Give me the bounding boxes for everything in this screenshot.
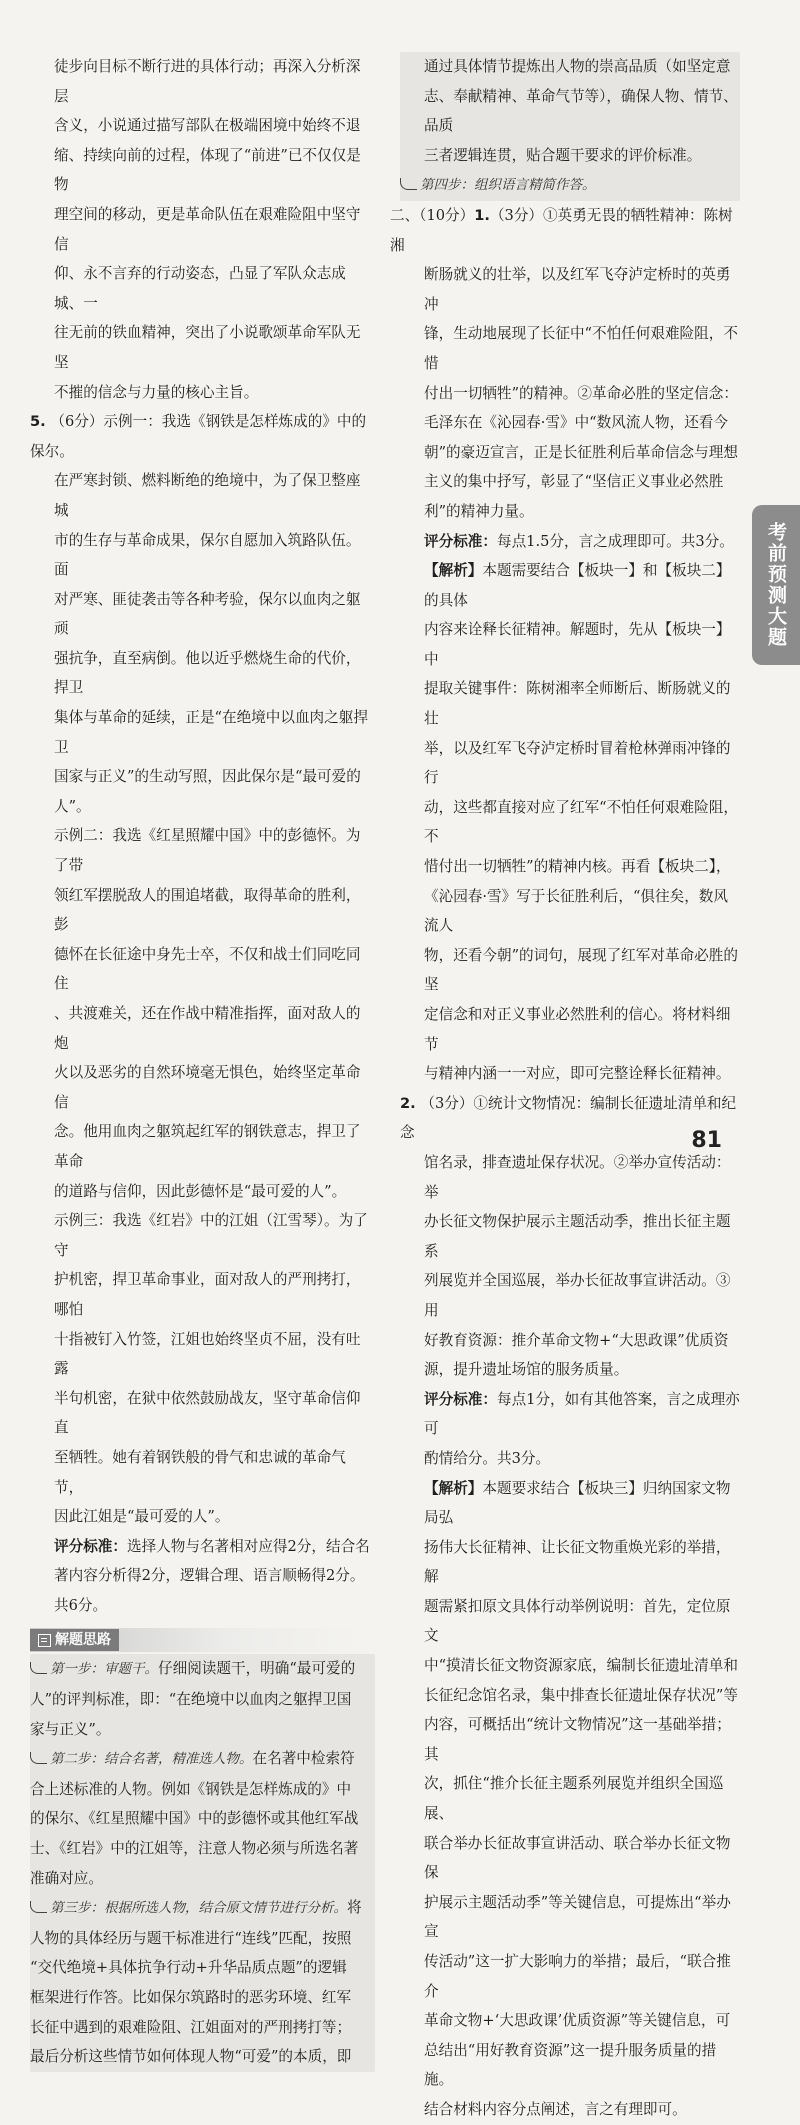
page-number: 81 <box>691 1128 722 1153</box>
text-line: 馆名录，排查遗址保存状况。②举办宣传活动：举 <box>424 1153 731 1201</box>
text-line: 示例二：我选《红星照耀中国》中的彭德怀。为了带 <box>54 827 361 875</box>
text-line: 含义，小说通过描写部队在极端困境中始终不退 <box>54 117 361 135</box>
text-line: 缩、持续向前的过程，体现了“前进”已不仅仅是物 <box>54 146 361 194</box>
text-line: 内容来诠释长征精神。解题时，先从【板块一】中 <box>424 621 731 668</box>
text-line <box>30 1744 375 1775</box>
text-line: 惜付出一切牺牲”的精神内核。再看【板块二】， <box>424 858 731 876</box>
text-line <box>424 556 740 615</box>
text-line: 与精神内涵一一对应，即可完整诠释长征精神。 <box>424 1065 731 1083</box>
score-label: 评分标准： <box>424 1390 497 1408</box>
text-line: 至牺牲。她有着钢铁般的骨气和忠诚的革命气节， <box>54 1448 346 1496</box>
text-span: 将 <box>347 1899 362 1917</box>
solution-thinking-badge <box>30 1629 119 1651</box>
text-line: 强抗争，直至病倒。他以近乎燃烧生命的代价，捍卫 <box>54 649 361 697</box>
text-line: 提取关键事件：陈树湘率全师断后、断肠就义的壮 <box>424 680 731 728</box>
text-line: 护机密，捍卫革命事业，面对敌人的严刑拷打，哪怕 <box>54 1271 361 1318</box>
text-line: 的道路与信仰，因此彭德怀是“最可爱的人”。 <box>54 1182 347 1200</box>
solution-thinking-header <box>30 1628 360 1652</box>
score-text: 共6分。 <box>54 1596 108 1614</box>
step-label: 第三步：根据所选人物，结合原文情节进行分析。 <box>50 1900 347 1917</box>
text-line: 护展示主题活动季”等关键信息，可提炼出“举办宣 <box>424 1893 731 1941</box>
text-line: 仰、永不言弃的行动姿态，凸显了军队众志成城、一 <box>54 265 346 312</box>
text-line: 利”的精神力量。 <box>424 502 534 520</box>
text-span: 本题要求结合【板块三】归纳国家文物局弘 <box>424 1479 731 1527</box>
text-line <box>30 407 375 466</box>
text-line: 半句机密，在狱中依然鼓励战友，坚守革命信仰直 <box>54 1389 361 1437</box>
text-line: 定信念和对正义事业必然胜利的信心。将材料细节 <box>424 1006 731 1053</box>
text-line: 断肠就义的壮举，以及红军飞夺泸定桥时的英勇冲 <box>424 266 731 313</box>
text-span: 本题需要结合【板块一】和【板块二】的具体 <box>424 562 731 609</box>
text-line: 革命文物+‘大思政课’优质资源”等关键信息，可 <box>424 2012 731 2030</box>
text-line: 动，这些都直接对应了红军“不怕任何艰难险阻，不 <box>424 798 738 846</box>
text-line <box>424 1474 740 1533</box>
question-2 <box>400 1089 740 1385</box>
text-line: 市的生存与革命成果，保尔自愿加入筑路队伍。面 <box>54 531 361 579</box>
text-line: 因此江姐是“最可爱的人”。 <box>54 1508 230 1526</box>
notebook-icon <box>38 1634 51 1647</box>
text-line: 示例三：我选《红岩》中的江姐（江雪琴）。为了守 <box>54 1212 368 1259</box>
pen-hand-icon <box>30 1901 47 1913</box>
text-line: 人”的评判标准，即：“在绝境中以血肉之躯捍卫国 <box>30 1691 352 1709</box>
score-label: 评分标准： <box>54 1537 127 1555</box>
text-span: 每点1分，如有其他答案，言之成理亦可 <box>424 1390 740 1438</box>
text-line: 《沁园春·雪》写于长征胜利后，“俱往矣，数风流人 <box>424 887 728 935</box>
analysis-label: 【解析】 <box>424 1479 483 1497</box>
text-line: 对严寒、匪徒袭击等各种考验，保尔以血肉之躯顽 <box>54 590 361 638</box>
text-line: 次，抓住“推介长征主题系列展览并组织全国巡展、 <box>424 1775 724 1823</box>
text-line: 家与正义”。 <box>30 1720 111 1738</box>
question-number: 5. <box>30 413 46 431</box>
pen-hand-icon <box>30 1662 47 1674</box>
score-label: 评分标准： <box>424 532 497 550</box>
solution-steps-continued <box>400 52 740 201</box>
text-line: 总结出“用好教育资源”这一提升服务质量的措施。 <box>424 2041 717 2089</box>
text-line: 人物的具体经历与题干标准进行“连线”匹配，按照 <box>30 1929 352 1947</box>
text-line: 锋，生动地展现了长征中“不怕任何艰难险阻，不惜 <box>424 325 738 372</box>
q2-analysis <box>400 1474 740 2125</box>
section-2-question-1 <box>390 201 740 527</box>
step4-label: 第四步：组织语言精简作答。 <box>420 177 596 194</box>
analysis-label: 【解析】 <box>424 562 483 580</box>
q1-analysis <box>400 556 740 1089</box>
question-number: 1. <box>474 206 490 224</box>
text-span: （6分）示例一：我选《钢铁是怎样炼成的》中的保尔。 <box>30 413 367 460</box>
text-line: 在严寒封锁、燃料断绝的绝境中，为了保卫整座城 <box>54 472 361 519</box>
text-line: 好教育资源：推介革命文物+“大思政课”优质资 <box>424 1331 729 1349</box>
question-5 <box>30 407 375 1532</box>
text-line: 酌情给分。共3分。 <box>424 1449 551 1467</box>
text-line: 中“摸清长征文物资源家底，编制长征遗址清单和 <box>424 1657 738 1675</box>
score-text: 著内容分析得2分，逻辑合理、语言顺畅得2分。 <box>54 1567 365 1585</box>
left-column <box>30 52 375 2072</box>
text-line: 列展览并全国巡展，举办长征故事宣讲活动。③用 <box>424 1272 731 1319</box>
text-line: 朝”的豪迈宣言，正是长征胜利后革命信念与理想 <box>424 443 738 461</box>
text-line: 内容，可概括出“统计文物情况”这一基础举措；其 <box>424 1716 731 1763</box>
text-line: 领红军摆脱敌人的围追堵截，取得革命的胜利，彭 <box>54 886 361 934</box>
text-line: 毛泽东在《沁园春·雪》中“数风流人物，还看今 <box>424 414 728 432</box>
step-label: 第一步：审题干。 <box>50 1661 158 1678</box>
score-text: 每点1.5分，言之成理即可。共3分。 <box>496 532 734 550</box>
text-line: 往无前的铁血精神，突出了小说歌颂革命军队无坚 <box>54 324 361 371</box>
text-line: 德怀在长征途中身先士卒，不仅和战士们同吃同住 <box>54 945 361 993</box>
step-label: 第二步：结合名著，精准选人物。 <box>50 1751 253 1768</box>
text-line: 不摧的信念与力量的核心主旨。 <box>54 383 259 401</box>
pen-hand-icon <box>400 178 417 190</box>
text-line: 源，提升遗址场馆的服务质量。 <box>424 1361 629 1379</box>
text-line: 准确对应。 <box>30 1869 103 1887</box>
section-heading: 二、（10分） <box>390 206 475 224</box>
text-line: “交代绝境+具体抗争行动+升华品质点题”的逻辑 <box>30 1959 347 1977</box>
text-line: 徒步向目标不断行进的具体行动；再深入分析深层 <box>54 58 361 105</box>
text-line <box>30 1893 375 1924</box>
text-line: 合上述标准的人物。例如《钢铁是怎样炼成的》中 <box>30 1780 352 1798</box>
text-line: 结合材料内容分点阐述，言之有理即可。 <box>424 2100 687 2118</box>
text-line: 志、奉献精神、革命气节等），确保人物、情节、品质 <box>424 87 738 135</box>
side-tab-label: 考前预测大题 <box>752 505 800 665</box>
text-span: （3分）①统计文物情况：编制长征遗址清单和纪念 <box>400 1094 737 1142</box>
text-line: 联合举办长征故事宣讲活动、联合举办长征文物保 <box>424 1834 731 1882</box>
text-line: 火以及恶劣的自然环境毫无惧色，始终坚定革命信 <box>54 1064 361 1111</box>
right-column <box>390 52 740 2125</box>
text-line <box>30 1654 375 1685</box>
solution-thinking-title: 解题思路 <box>55 1631 111 1648</box>
text-line: 扬伟大长征精神、让长征文物重焕光彩的举措，解 <box>424 1538 731 1586</box>
text-line <box>390 201 740 260</box>
text-line: 集体与革命的延续，正是“在绝境中以血肉之躯捍卫 <box>54 709 368 756</box>
text-line: 办长征文物保护展示主题活动季，推出长征主题系 <box>424 1213 731 1260</box>
question-number: 2. <box>400 1094 416 1112</box>
text-span: 在名著中检索符 <box>252 1750 355 1768</box>
q5-score-criteria <box>30 1532 375 1621</box>
text-line: 三者逻辑连贯，贴合题干要求的评价标准。 <box>424 146 702 164</box>
solution-steps <box>30 1654 375 2071</box>
text-line: 举，以及红军飞夺泸定桥时冒着枪林弹雨冲锋的行 <box>424 739 731 787</box>
text-line <box>400 1089 740 1148</box>
text-line: 传活动”这一扩大影响力的举措；最后，“联合推介 <box>424 1953 731 2000</box>
text-line: 通过具体情节提炼出人物的崇高品质（如坚定意 <box>424 58 731 75</box>
text-line: 题需紧扣原文具体行动举例说明：首先，定位原文 <box>424 1597 731 1645</box>
text-line: 最后分析这些情节如何体现人物“可爱”的本质，即 <box>30 2048 352 2066</box>
text-line: 长征纪念馆名录，集中排查长征遗址保存状况”等 <box>424 1686 738 1704</box>
text-line: 、共渡难关，还在作战中精准指挥，面对敌人的炮 <box>54 1005 361 1052</box>
text-line: 的保尔、《红星照耀中国》中的彭德怀或其他红军战 <box>30 1810 359 1828</box>
text-line: 国家与正义”的生动写照，因此保尔是“最可爱的人”。 <box>54 768 361 815</box>
text-line: 理空间的移动，更是革命队伍在艰难险阻中坚守信 <box>54 205 361 253</box>
text-line <box>424 1385 740 1444</box>
text-span: 仔细阅读题干，明确“最可爱的 <box>158 1660 356 1678</box>
text-line: 主义的集中抒写，彰显了“坚信正义事业必然胜 <box>424 473 724 491</box>
text-span: （3分）①英勇无畏的牺牲精神：陈树湘 <box>390 206 733 254</box>
pen-hand-icon <box>30 1752 47 1764</box>
score-text: 选择人物与名著相对应得2分，结合名 <box>126 1537 370 1555</box>
text-line: 十指被钉入竹签，江姐也始终坚贞不屈，没有吐露 <box>54 1330 361 1378</box>
text-line: 付出一切牺牲”的精神。②革命必胜的坚定信念： <box>424 384 738 402</box>
text-line: 士、《红岩》中的江姐等，注意人物必须与所选名著 <box>30 1840 359 1858</box>
text-line: 物，还看今朝”的词句，展现了红军对革命必胜的坚 <box>424 946 738 994</box>
q1-score-criteria <box>400 527 740 557</box>
intro-paragraph <box>30 52 375 407</box>
text-line: 长征中遇到的艰难险阻、江姐面对的严刑拷打等； <box>30 2018 352 2036</box>
text-line: 念。他用血肉之躯筑起红军的钢铁意志，捍卫了革命 <box>54 1123 361 1170</box>
text-line: 框架进行作答。比如保尔筑路时的恶劣环境、红军 <box>30 1989 352 2006</box>
q2-score-criteria <box>400 1385 740 1474</box>
